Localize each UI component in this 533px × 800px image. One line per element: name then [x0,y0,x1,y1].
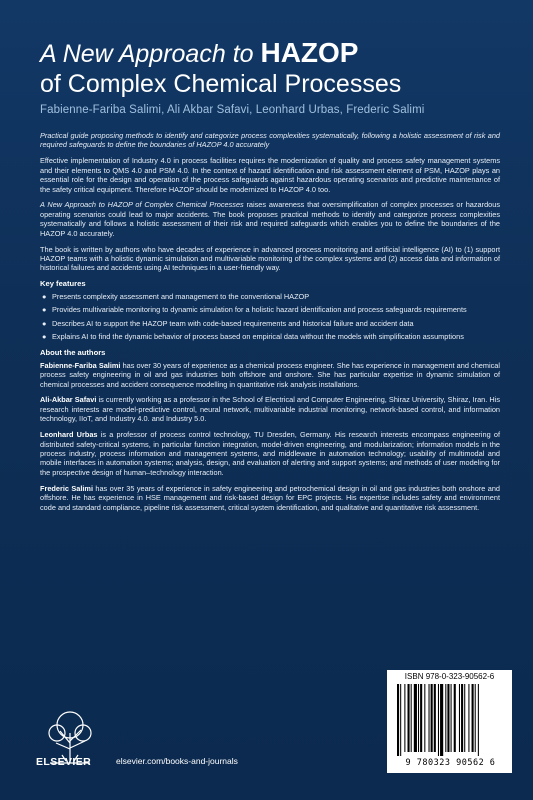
bullet-icon: ● [42,318,47,328]
barcode-bar [478,684,479,756]
barcode-bar [459,684,460,752]
paragraph-2 [40,200,500,238]
barcode-bar [464,684,465,752]
barcode-bar [447,684,449,752]
barcode-bar [400,684,401,756]
publisher-name: ELSEVIER [36,756,92,768]
bullet-icon: ● [42,291,47,301]
barcode-bar [451,684,452,752]
paragraph-2-text: raises awareness that oversimplification of complex processes or hazardous operating scenarios could lead to major accidents. The book proposes practical methods to identify and categorize process complexities systematically and follows a holistic assessment of their risk and required safeguards which enables you to define the boundaries of the HAZOP 4.0 accurately. [40,200,500,238]
barcode-bar [472,684,474,752]
barcode-bar [424,684,425,752]
barcode-bar [475,684,476,752]
barcode-icon [395,684,504,756]
barcode-bar [408,684,410,752]
feature-item: ● Presents complexity assessment and management to the conventional HAZOP [42,291,310,301]
barcode-bar [420,684,422,752]
barcode-bar [468,684,469,752]
author-bio: Fabienne-Fariba Salimi has over 30 years of experience as a chemical process engineer. She has experience in management and chemical process safety engineering in oil and gas industries both offshore and onshore. She has particular expertise in dynamic simulation of chemical processes and accident consequence modelling in quantitative risk analysis installations. [40,360,501,389]
title-part2: HAZOP [260,37,359,68]
title-part1: A New Approach to [40,40,261,68]
title-line2: of Complex Chemical Processes [40,70,402,98]
isbn-label: ISBN 978-0-323-90562-6 [404,672,495,681]
barcode-bar [445,684,446,752]
paragraph-3: The book is written by authors who have decades of experience in advanced process monitoring and artificial intelligence (AI) to (1) support HAZOP teams with a holistic dynamic simulation and multivariable monitoring of the complex systems and (2) access data and information of historical failures and accidents using AI techniques in a user-friendly way. [40,244,500,273]
feature-item: ● Provides multivariable monitoring to dynamic simulation for a holistic hazard identification and process safeguards requirements [42,305,467,315]
barcode-bar [418,684,419,752]
bullet-icon: ● [42,305,47,315]
author-bio: Frederic Salimi has over 35 years of experience in safety engineering and petrochemical design in oil and gas industries both onshore and offshore. He has experience in HSE management and risk-based design for EPC projects. His expertise includes safety and environment code and standard compliance, pipeline risk assessment, critical system identification, and qualitative and quantitative risk assessment. [40,483,500,512]
barcode-bar [404,684,405,752]
author-list: Fabienne-Fariba Salimi, Ali Akbar Safavi, Leonhard Urbas, Frederic Salimi [40,104,425,116]
feature-item: ● Explains AI to find the dynamic behavior of process based on empirical data without the models with simplification assumptions [42,331,464,341]
paragraph-1: Effective implementation of Industry 4.0 in process facilities requires the modernization of quality and process safety management systems and their elements to QMS 4.0 and PSM 4.0. In the context of hazard identification and risk assessment element of PSM, HAZOP plays an essential role for the design and operation of the process safeguards against hazardous operating scenarios and predictive maintenance of the safety critical equipment. Therefore HAZOP should be modernized to HAZOP 4.0 too. [40,156,500,194]
isbn-box [387,670,512,773]
about-authors [40,348,500,512]
bullet-icon: ● [42,331,47,341]
feature-item: ● Describes AI to support the HAZOP team with code-based requirements and historical failure and accident data [42,318,414,328]
barcode-bar [440,684,443,756]
author-bio: Ali-Akbar Safavi is currently working as a professor in the School of Electrical and Computer Engineering, Shiraz University, Shiraz, Iran. His research interests are model-predictive control, neural network, multivariable industrial monitoring, network-based control, and information technology, IIoT, and Industry 4.0. and Industry 5.0. [40,395,500,424]
barcode-bar [438,684,439,756]
barcode-bar [434,684,436,752]
paragraph-2-title: A New Approach to HAZOP of Complex Chemical Processes [40,200,244,210]
feature-list [40,292,500,342]
lead-paragraph: Practical guide proposing methods to identify and categorize process complexities systematically, following a holistic assessment of risk and required safeguards to define the boundaries of HAZOP 4.0 accurately [40,131,500,150]
barcode-bar [411,684,412,752]
barcode-bar [414,684,417,752]
barcode-bar [454,684,456,752]
blurb [40,131,500,518]
features-heading: Key features [40,279,86,289]
barcode-bar [397,684,399,756]
barcode-bar [431,684,433,752]
book-title [40,38,510,99]
barcode-bar [461,684,463,752]
author-bio: Leonhard Urbas is a professor of process control technology, TU Dresden, Germany. His research interests encompass engineering of distributed safety-critical systems, in particular function integration, model-driven engineering, and modularization; information models in the process industry, process information and management systems, and middleware in automation technology; usability of multimodal and mobile interfaces in automation systems; analysis, design, and evaluation of alerting and support systems; and methods of user modeling for the prospective design of human–technology interaction. [40,430,501,477]
about-heading: About the authors [40,348,106,358]
barcode-bar [429,684,430,752]
barcode-digits: 9 780323 90562 6 [405,758,496,768]
publisher-url[interactable]: elsevier.com/books-and-journals [116,756,238,766]
